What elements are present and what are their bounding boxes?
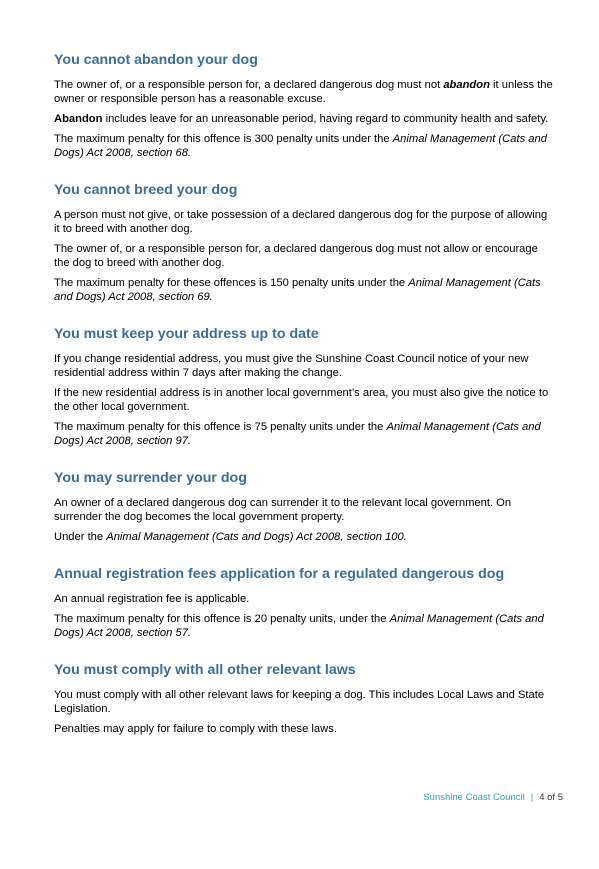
paragraph [54, 612, 554, 640]
section-surrender [54, 470, 554, 544]
section-registration-fees [54, 566, 554, 640]
page-number: 4 of 5 [539, 792, 563, 803]
paragraph: Penalties may apply for failure to comply with these laws. [54, 723, 337, 735]
section-comply [54, 662, 554, 736]
section-heading: Annual registration fees application for a regulated dangerous dog [54, 566, 505, 582]
paragraph: An annual registration fee is applicable. [54, 593, 250, 605]
page-content [54, 52, 554, 736]
paragraph-text: The maximum penalty for this offence is 20 penalty units, under the [54, 613, 390, 625]
section-heading: You must comply with all other relevant laws [54, 662, 356, 678]
paragraph: You must comply with all other relevant laws for keeping a dog. This includes Local Laws and State Legislation. [54, 689, 545, 715]
section-heading: You cannot breed your dog [54, 182, 238, 198]
paragraph [54, 78, 554, 106]
paragraph-text: The owner of, or a responsible person for, a declared dangerous dog must not [54, 79, 444, 91]
paragraph-text: it unless the owner or responsible person has a reasonable excuse. [54, 79, 553, 105]
paragraph-text: Under the [54, 531, 107, 543]
section-abandon [54, 52, 554, 160]
paragraph: If the new residential address is in another local government’s area, you must also give the notice to the other local government. [54, 387, 549, 413]
legislation-reference: Animal Management (Cats and Dogs) Act 2008, section 97. [54, 421, 541, 447]
emphasis-term: abandon [443, 79, 490, 91]
section-heading: You cannot abandon your dog [54, 52, 258, 68]
paragraph: The owner of, or a responsible person for, a declared dangerous dog must not allow or encourage the dog to breed with another dog. [54, 243, 538, 269]
paragraph [54, 530, 554, 544]
section-breed [54, 182, 554, 304]
paragraph-text: The maximum penalty for this offence is 75 penalty units under the [54, 421, 387, 433]
page-footer [423, 792, 563, 804]
section-heading: You may surrender your dog [54, 470, 247, 486]
paragraph: A person must not give, or take possession of a declared dangerous dog for the purpose of allowing it to breed with another dog. [54, 209, 548, 235]
paragraph [54, 276, 554, 304]
section-heading: You must keep your address up to date [54, 326, 319, 342]
legislation-reference: Animal Management (Cats and Dogs) Act 2008, section 69. [54, 277, 541, 303]
legislation-reference: Animal Management (Cats and Dogs) Act 2008, section 57. [54, 613, 544, 639]
paragraph-text: The maximum penalty for this offence is 300 penalty units under the [54, 133, 393, 145]
legislation-reference: Animal Management (Cats and Dogs) Act 2008, section 100. [106, 531, 407, 543]
paragraph [54, 112, 554, 126]
paragraph [54, 132, 554, 160]
footer-organisation: Sunshine Coast Council [423, 792, 525, 803]
bold-term: Abandon [54, 113, 103, 125]
paragraph-text: The maximum penalty for these offences is 150 penalty units under the [54, 277, 409, 289]
paragraph: If you change residential address, you must give the Sunshine Coast Council notice of your new residential address within 7 days after making the change. [54, 353, 529, 379]
footer-separator: | [530, 792, 534, 803]
section-address [54, 326, 554, 448]
legislation-reference: Animal Management (Cats and Dogs) Act 2008, section 68. [54, 133, 547, 159]
paragraph-text: includes leave for an unreasonable period, having regard to community health and safety. [102, 113, 549, 125]
paragraph: An owner of a declared dangerous dog can surrender it to the relevant local government. On surrender the dog becomes the local government property. [54, 497, 512, 523]
paragraph [54, 420, 554, 448]
